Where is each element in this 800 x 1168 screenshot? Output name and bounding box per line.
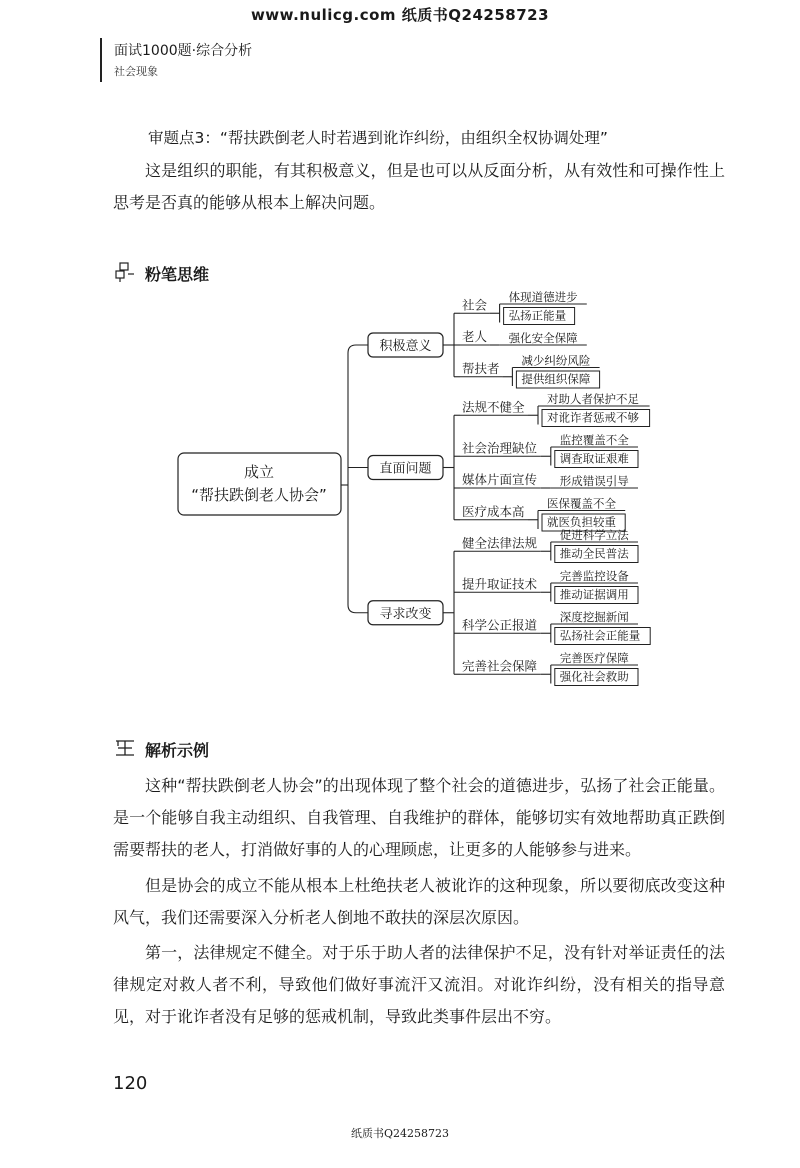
example-section-icon [115,738,135,758]
paragraph-1: 这种“帮扶跌倒老人协会”的出现体现了整个社会的道德进步，弘扬了社会正能量。是一个能够自我主动组织、自我管理、自我维护的群体，能够切实有效地帮助真正跌倒需要帮扶的老人，打消做好事的人的心理顾虑，让更多的人能够参与进来。 [113,776,725,859]
analysis-point-text: 这是组织的职能，有其积极意义，但是也可以从反面分析，从有效性和可操作性上思考是否真的能够从根本上解决问题。 [113,161,725,212]
mindmap-section-title: 粉笔思维 [145,265,210,284]
mindmap-group-label: 媒体片面宣传 [462,472,538,487]
mindmap-item: 形成错误引导 [559,474,629,488]
mindmap-item: 调查取证艰难 [559,451,629,466]
mindmap [170,285,670,690]
mindmap-item: 提供组织保障 [521,372,591,386]
mindmap-item: 就医负担较重 [547,515,616,529]
mindmap-root-line2: “帮扶跌倒老人协会” [191,486,327,504]
mindmap-branch-label: 寻求改变 [379,606,432,622]
chapter-subtitle: 社会现象 [114,65,158,78]
bottom-watermark: 纸质书Q24258723 [350,1127,449,1140]
mindmap-item: 强化社会救助 [559,669,629,684]
mindmap-item: 弘扬社会正能量 [559,628,641,643]
mindmap-group-label: 医疗成本高 [462,503,525,519]
mindmap-group-label: 完善社会保障 [462,658,538,674]
page-number: 120 [113,1073,148,1094]
mindmap-item: 减少纠纷风险 [521,353,591,368]
paragraph-2: 但是协会的成立不能从根本上杜绝扶老人被讹诈的这种现象，所以要彻底改变这种风气，我们还需要深入分析老人倒地不敢扶的深层次原因。 [113,876,725,927]
paragraph-3: 第一，法律规定不健全。对于乐于助人者的法律保护不足，没有针对举证责任的法律规定对救人者不利，导致他们做好事流汗又流泪。对讹诈纠纷，没有相关的指导意见，对于讹诈者没有足够的惩戒机制，导致此类事件层出不穷。 [113,943,725,1026]
mindmap-group-label: 帮扶者 [462,360,500,376]
mindmap-trunk [348,345,368,613]
mindmap-item: 对助人者保护不足 [547,392,639,406]
mindmap-section-icon [115,262,135,282]
top-watermark: www.nulicg.com 纸质书Q24258723 [250,6,550,24]
mindmap-group-label: 社会治理缺位 [462,440,538,456]
mindmap-group-label: 社会 [462,297,488,313]
analysis-point-title: 审题点3：“帮扶跌倒老人时若遇到讹诈纠纷，由组织全权协调处理” [148,129,608,147]
mindmap-item: 弘扬正能量 [508,308,567,323]
mindmap-group-label: 健全法律法规 [462,535,538,551]
mindmap-item: 完善监控设备 [559,569,629,583]
mindmap-item: 强化安全保障 [508,331,578,345]
mindmap-item: 深度挖掘新闻 [559,610,629,624]
mindmap-branch-label: 直面问题 [379,461,432,477]
header-divider [100,38,102,82]
mindmap-item: 体现道德进步 [508,290,578,304]
mindmap-branch-label: 积极意义 [379,339,432,354]
mindmap-item: 对讹诈者惩戒不够 [547,410,639,425]
mindmap-group-label: 提升取证技术 [462,576,538,592]
mindmap-group-label: 法规不健全 [462,399,525,415]
mindmap-root-line1: 成立 [243,463,275,481]
mindmap-item: 监控覆盖不全 [559,433,629,447]
mindmap-item: 完善医疗保障 [559,651,629,665]
book-title: 面试1000题·综合分析 [114,43,253,59]
mindmap-group-label: 科学公正报道 [462,617,538,633]
mindmap-item: 推动全民普法 [559,546,629,561]
example-section-title: 解析示例 [145,741,210,760]
mindmap-item: 推动证据调用 [559,587,629,602]
mindmap-item: 医保覆盖不全 [547,496,616,511]
mindmap-item: 促进科学立法 [559,528,629,542]
mindmap-group-label: 老人 [462,329,488,344]
